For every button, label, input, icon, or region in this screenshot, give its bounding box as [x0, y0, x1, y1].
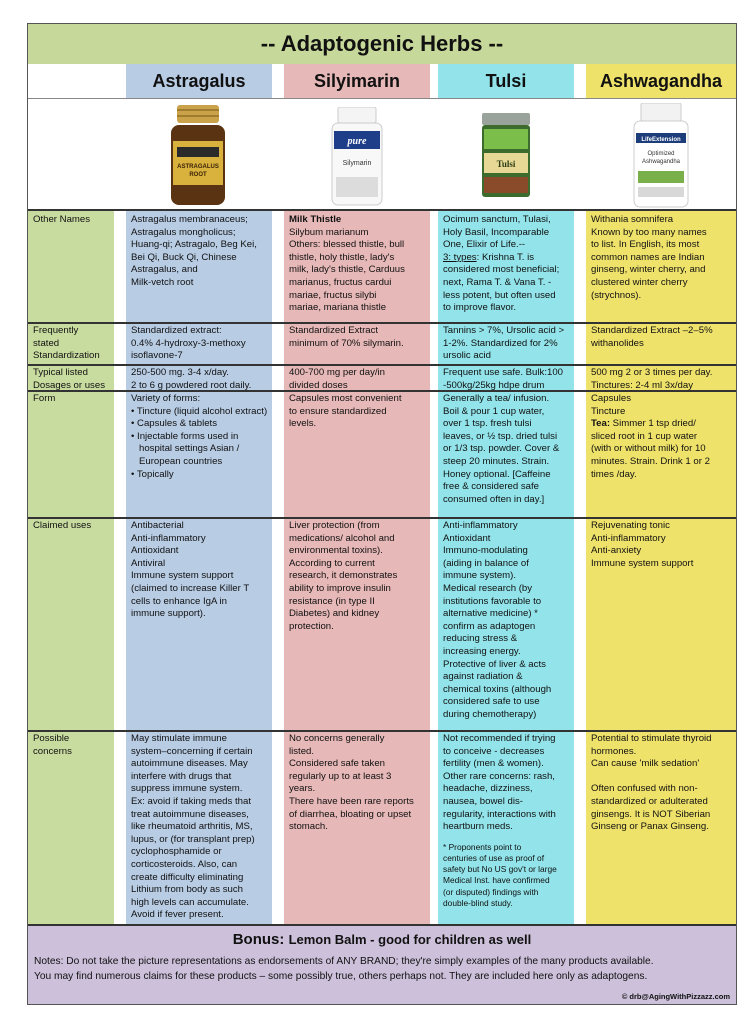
tulsi-other-names: Ocimum sanctum, Tulasi, Holy Basil, Incomparable One, Elixir of Life.-- 3: types: Krishna T. is considered most beneficial; next, Rama T. & Vana T. - less potent, but often used to improve flavor. [443, 214, 560, 314]
row-label-standardization: Frequently stated Standardization [33, 325, 100, 362]
row-label-concerns: Possible concerns [33, 733, 72, 757]
ashwa-concerns: Potential to stimulate thyroid hormones. Can cause 'milk sedation' Often confused with non- standardized or adulterated ginsengs. It is NOT Siberian Ginseng or Panax Ginseng. [591, 733, 712, 833]
notes-text: Notes: Do not take the picture representations as endorsements of ANY BRAND; they're simply examples of the many products available. You may find numerous claims for these products – some possibly true, others perhaps not. They are included here only as adaptogens. [34, 956, 654, 982]
row-label-claimed-uses: Claimed uses [33, 520, 92, 531]
astragalus-bottle-image [167, 105, 229, 207]
silymarin-form: Capsules most convenient to ensure standardized levels. [289, 393, 402, 430]
silymarin-claimed-uses: Liver protection (from medications/ alcohol and environmental toxins). According to current research, it demonstrates ability to improve insulin resistance (in type II Diabetes) and kidney protection. [289, 520, 398, 632]
header-tulsi: Tulsi [438, 64, 574, 98]
ashwa-dosage: 500 mg 2 or 3 times per day. Tinctures: 2-4 ml 3x/day [591, 367, 713, 391]
row-label-other-names: Other Names [33, 214, 91, 225]
tulsi-jar-image [480, 113, 532, 199]
silymarin-dosage: 400-700 mg per day/in divided doses [289, 367, 385, 391]
ashwa-standardization: Standardized Extract –2–5% withanolides [591, 325, 713, 349]
bonus-line: Bonus: Lemon Balm - good for children as well [232, 931, 532, 948]
silymarin-concerns: No concerns generally listed. Considered safe taken regularly up to at least 3 years. There have been rare reports of diarrhea, bloating or upset stomach. [289, 733, 414, 833]
tulsi-standardization: Tannins > 7%, Ursolic acid > 1-2%. Standardized for 2% ursolic acid [443, 325, 565, 362]
silymarin-other-names: Milk Thistle Silybum marianum Others: blessed thistle, bull thistle, holy thistle, lady's milk, lady's thistle, Carduus marianus, fructus cardui mariae, fructus silybi mariae, mariana thistle [289, 214, 405, 314]
astragalus-standardization: Standardized extract: 0.4% 4-hydroxy-3-methoxy isoflavone-7 [131, 325, 246, 362]
tulsi-claimed-uses: Anti-inflammatory Antioxidant Immuno-modulating (aiding in balance of immune system). Medical research (by institutions favorable to alternative medicine) * confirm as adaptogen reducing stress & increasing energy. Protective of liver & acts against radiation & chemical toxins (although considered safe to use during chemotherapy) [443, 520, 552, 720]
ashwa-other-names: Withania somnifera Known by too many names to list. In English, its most common names are Indian ginseng, winter cherry, and clustered winter cherry (strychnos). [591, 214, 707, 301]
header-astragalus: Astragalus [126, 64, 272, 98]
product-image-row [28, 98, 736, 211]
astragalus-label-text2: ROOT [189, 172, 207, 178]
tulsi-footnote: * Proponents point to centuries of use as proof of safety but No US gov't or large Medical Inst. have confirmed (or disputed) findings with double-blind study. [443, 841, 557, 908]
footer-notes [28, 924, 736, 1004]
silymarin-label-text: Silymarin [342, 160, 372, 167]
astragalus-claimed-uses: Antibacterial Anti-inflammatory Antioxidant Antiviral Immune system support (claimed to increase Killer T cells to enhance IgA in immune support). [131, 520, 250, 620]
silymarin-brand-text: pure [347, 136, 367, 147]
ashwa-brand-text: LifeExtension [641, 137, 681, 143]
row-label-form: Form [33, 393, 56, 404]
astragalus-concerns: May stimulate immune system–concerning if certain autoimmune diseases. May interfere with drugs that suppress immune system. Ex: avoid if taking meds that treat autoimmune diseases, like rheumatoid arthritis, MS, lupus, or (for transplant prep) cyclophosphamide or corticosteroids. Also, can create difficulty eliminating Lithium from body as such high levels can accumulate. Avoid if fever present. [131, 733, 255, 921]
silymarin-bottle-image [328, 107, 386, 207]
row-label-dosage: Typical listed Dosages or uses [33, 367, 105, 391]
credit: © drb@AgingWithPizzazz.com [621, 992, 730, 1001]
ashwa-label-text2: Ashwagandha [641, 159, 681, 165]
tulsi-label-text: Tulsi [496, 159, 516, 169]
page-title: -- Adaptogenic Herbs -- [28, 24, 736, 64]
astragalus-other-names: Astragalus membranaceus; Astragalus mongholicus; Huang-qi; Astragalo, Beg Kei, Bei Qi, Buck Qi, Chinese Astragalus, and Milk-vetch root [131, 214, 257, 288]
astragalus-label-text: ASTRAGALUS [177, 164, 219, 170]
astragalus-form: Variety of forms: • Tincture (liquid alcohol extract) • Capsules & tablets • Injectable forms used in hospital settings Asian / European countries • Topically [126, 392, 272, 481]
label-column [28, 211, 114, 924]
header-ashwagandha: Ashwagandha [586, 64, 736, 98]
tulsi-form: Generally a tea/ infusion. Boil & pour 1 cup water, over 1 tsp. fresh tulsi leaves, or ½ tsp. dried tulsi or 1/3 tsp. powder. Cover & steep 20 minutes. Strain. Honey optional. [Caffeine free & considered safe consumed often in day.] [443, 393, 560, 505]
silymarin-standardization: Standardized Extract minimum of 70% silymarin. [289, 325, 404, 349]
ashwa-label-text: Optimized [647, 151, 675, 157]
astragalus-dosage: 250-500 mg. 3-4 x/day. 2 to 6 g powdered root daily. [131, 367, 252, 391]
ashwa-form: Capsules Tincture Tea: Simmer 1 tsp dried/ sliced root in 1 cup water (with or without milk) for 10 minutes. Strain. Drink 1 or 2 times /day. [591, 393, 710, 480]
ashwa-claimed-uses: Rejuvenating tonic Anti-inflammatory Anti-anxiety Immune system support [591, 520, 694, 569]
ashwagandha-bottle-image [630, 103, 692, 209]
tulsi-dosage: Frequent use safe. Bulk:100 -500kg/25kg hdpe drum [443, 367, 563, 391]
tulsi-concerns: Not recommended if trying to conceive - decreases fertility (men & women). Other rare concerns: rash, headache, dizziness, nausea, bowel dis- regularity, interactions with heartburn meds. * Proponents point to centuries of use as proof of safety but No US gov't or large Medical Inst. have confirmed (or disputed) findings with double-blind study. [438, 732, 574, 909]
herb-chart [27, 23, 737, 1005]
header-silymarin: Silyimarin [284, 64, 430, 98]
